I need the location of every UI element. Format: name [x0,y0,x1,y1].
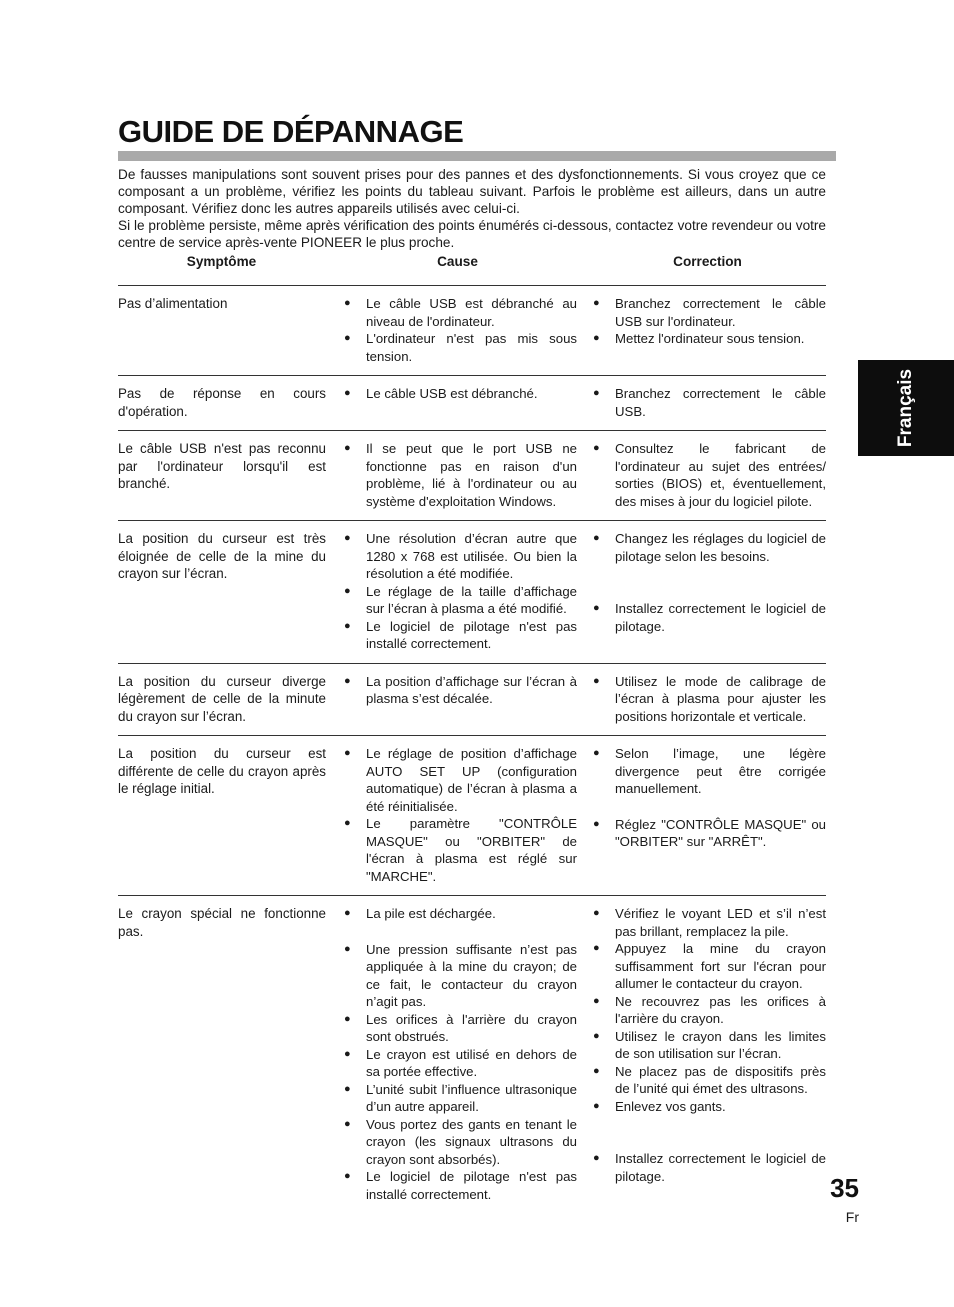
bullet-icon: ● [344,532,351,544]
correction-item: ● Consultez le fabricant de l'ordinateur au sujet des entrées/ sorties (BIOS) et, éventuellement, des mises à jour du logiciel pilote. [593,441,826,509]
cause-item: ● Le crayon est utilisé en dehors de sa portée effective. [344,1046,577,1079]
header-correction: Correction [673,254,742,269]
correction-item: ● Utilisez le crayon dans les limites de son utilisation sur l’écran. [593,1028,826,1061]
bullet-icon: ● [344,1047,351,1060]
bullet-icon: ● [593,332,600,344]
table-row [118,520,826,663]
cause-item: ● Le logiciel de pilotage n'est pas installé correctement. [344,1169,577,1202]
correction-cell [593,289,826,365]
cause-cell [344,739,577,885]
table-header [118,254,836,274]
header-symptom: Symptôme [186,254,257,269]
intro-paragraph-1: De fausses manipulations sont souvent prises pour des pannes et des dysfonctionnements. Si vous croyez que ce composant a un problème, vérifiez les points du tableau suivant. Parfois le problème est ailleurs, dans un autre composant. Vérifiez donc les autres appareils utilisés avec celui-ci. [118,167,826,216]
bullet-icon: ● [593,387,600,399]
bullet-icon: ● [593,442,600,454]
symptom-cell: La position du curseur est différente de celle du crayon après le réglage initial. [118,746,326,796]
symptom-cell: Le câble USB n'est pas reconnu par l'ordinateur lorsqu'il est branché. [118,441,326,491]
correction-item: ● Branchez correctement le câble USB sur l'ordinateur. [593,296,826,329]
bullet-icon: ● [344,1082,351,1095]
cause-cell [344,899,577,1203]
bullet-icon: ● [593,994,600,1007]
language-side-tab [858,360,954,456]
correction-item: ● Mettez l'ordinateur sous tension. [593,331,805,346]
cause-item: ● La position d’affichage sur l’écran à plasma s’est décalée. [344,673,577,706]
correction-item: ● Enlevez vos gants. [593,1098,726,1114]
bullet-icon: ● [593,602,600,614]
cause-cell [344,379,577,420]
cause-item: ● Le réglage de la taille d’affichage sur l’écran à plasma a été modifié. [344,583,577,616]
bullet-icon: ● [593,907,600,919]
bullet-icon: ● [344,907,351,919]
bullet-icon: ● [344,619,351,632]
table-row [118,375,826,430]
correction-cell [593,524,826,653]
bullet-icon: ● [344,942,351,955]
header-cause: Cause [437,254,478,269]
correction-item: ● Appuyez la mine du crayon suffisamment fort sur l'écran pour allumer le contacteur du crayon. [593,941,826,991]
cause-item: ● Le câble USB est débranché. [344,386,538,401]
cause-item: ● Les orifices à l'arrière du crayon sont obstrués. [344,1011,577,1044]
correction-cell [593,667,826,726]
cause-cell [344,667,577,726]
correction-item: ● Installez correctement le logiciel de pilotage. [593,601,826,634]
correction-item: ● Ne recouvrez pas les orifices à l'arrière du crayon. [593,993,826,1026]
correction-item: ● Réglez "CONTRÔLE MASQUE" ou "ORBITER" sur "ARRÊT". [593,816,826,849]
correction-item: ● Changez les réglages du logiciel de pilotage selon les besoins. [593,531,826,564]
correction-cell [593,434,826,510]
correction-item: ● Vérifiez le voyant LED et s’il n’est pas brillant, remplacez la pile. [593,906,826,939]
bullet-icon: ● [344,387,351,399]
page-number: 35 [830,1173,859,1203]
cause-item: ● Il se peut que le port USB ne fonctionne pas en raison d'un problème, lié à l'ordinateur ou au système d'exploitation Windows. [344,441,577,509]
bullet-icon: ● [344,297,351,309]
correction-item: ● Ne placez pas de dispositifs près de l’unité qui émet des ultrasons. [593,1063,826,1096]
bullet-icon: ● [344,674,351,687]
table-row [118,735,826,895]
bullet-icon: ● [593,942,600,954]
cause-item: ● Vous portez des gants en tenant le crayon (les signaux ultrasons du crayon sont absorbés). [344,1116,577,1167]
cause-cell [344,434,577,510]
symptom-cell: La position du curseur diverge légèrement de celle de la minute du crayon sur l’écran. [118,673,326,724]
language-tab-label: Français [895,368,916,448]
symptom-cell: Pas de réponse en cours d'opération. [118,386,326,419]
bullet-icon: ● [344,817,351,829]
bullet-icon: ● [593,532,600,544]
table-row [118,285,826,375]
bullet-icon: ● [344,747,351,759]
cause-item: ● Le paramètre "CONTRÔLE MASQUE" ou "ORBITER" de l'écran à plasma est réglé sur "MARCHE". [344,816,577,884]
bullet-icon: ● [344,584,351,597]
bullet-icon: ● [344,332,351,344]
cause-item: ● Le logiciel de pilotage n'est pas installé correctement. [344,618,577,651]
bullet-icon: ● [593,674,600,687]
bullet-icon: ● [593,297,600,309]
intro-paragraph-2: Si le problème persiste, même après vérification des points énumérés ci-dessous, contactez votre revendeur ou votre centre de service après-vente PIONEER le plus proche. [118,218,826,250]
cause-item: ● La pile est déchargée. [344,906,496,921]
cause-item: ● Une pression suffisante n’est pas appliquée à la mine du crayon; de ce fait, le contacteur du crayon n’agit pas. [344,941,577,1009]
bullet-icon: ● [593,747,600,759]
cause-item: ● Une résolution d’écran autre que 1280 x 768 est utilisée. Ou bien la résolution a été modifiée. [344,531,577,581]
bullet-icon: ● [593,1029,600,1042]
bullet-icon: ● [344,1012,351,1025]
title-underline-bar [118,151,836,161]
troubleshooting-table [118,285,826,1213]
cause-cell [344,524,577,653]
bullet-icon: ● [344,1117,351,1130]
correction-cell [593,739,826,885]
table-row [118,895,826,1213]
page-title: GUIDE DE DÉPANNAGE [118,114,464,149]
bullet-icon: ● [593,1064,600,1077]
cause-cell [344,289,577,365]
bullet-icon: ● [593,1099,600,1112]
bullet-icon: ● [593,817,600,830]
symptom-cell: Le crayon spécial ne fonctionne pas. [118,906,326,939]
cause-item: ● L’unité subit l’influence ultrasonique d’un autre appareil. [344,1081,577,1114]
cause-item: ● L'ordinateur n'est pas mis sous tension. [344,331,577,364]
correction-item: ● Utilisez le mode de calibrage de l’écran à plasma pour ajuster les positions horizontale et verticale. [593,673,826,724]
cause-item: ● Le câble USB est débranché au niveau de l'ordinateur. [344,296,577,329]
table-row [118,430,826,520]
intro-text [118,166,826,251]
symptom-cell: La position du curseur est très éloignée de celle de la mine du crayon sur l’écran. [118,531,326,581]
bullet-icon: ● [344,1170,351,1182]
table-row [118,663,826,736]
bullet-icon: ● [344,442,351,454]
cause-item: ● Le réglage de position d’affichage AUTO SET UP (configuration automatique) de l’écran à plasma a été réinitialisée. [344,746,577,814]
correction-cell [593,379,826,420]
bullet-icon: ● [593,1152,600,1164]
correction-item: ● Installez correctement le logiciel de pilotage. [593,1151,826,1184]
correction-item: ● Branchez correctement le câble USB. [593,386,826,419]
correction-cell [593,899,826,1203]
symptom-cell: Pas d’alimentation [118,296,228,311]
correction-item: ● Selon l’image, une légère divergence peut être corrigée manuellement. [593,746,826,796]
page-language-code: Fr [845,1209,859,1225]
